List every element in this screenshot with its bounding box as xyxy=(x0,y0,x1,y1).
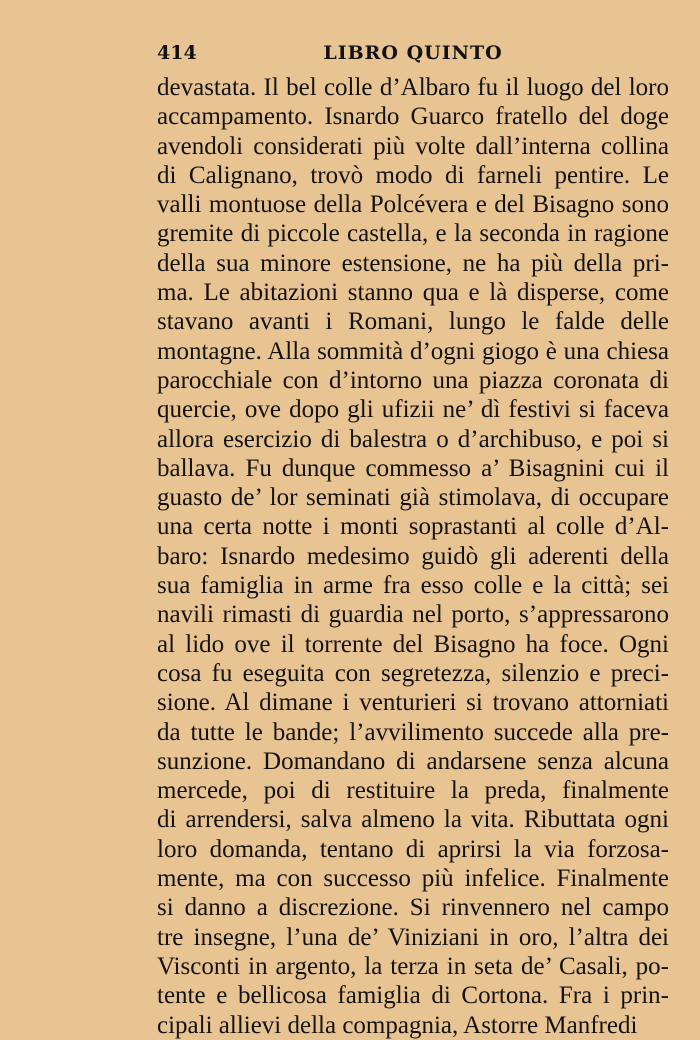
text-line: montagne. Alla sommità d’ogni giogo è una chiesa xyxy=(157,337,669,365)
text-line: di Calignano, trovò modo di farneli pentire. Le xyxy=(157,161,669,189)
text-line: al lido ove il torrente del Bisagno ha foce. Ogni xyxy=(157,630,669,658)
text-line: cosa fu eseguita con segretezza, silenzio e preci- xyxy=(157,659,669,687)
running-title: LIBRO QUINTO xyxy=(323,42,503,64)
text-line: baro: Isnardo medesimo guidò gli aderenti della xyxy=(157,542,669,570)
text-line: ma. Le abitazioni stanno qua e là disperse, come xyxy=(157,279,669,307)
text-line: quercie, ove dopo gli ufizii ne’ dì festivi si faceva xyxy=(157,396,669,424)
page-number: 414 xyxy=(157,42,197,64)
text-line: guasto de’ lor seminati già stimolava, di occupare xyxy=(157,484,669,512)
text-line: parocchiale con d’intorno una piazza coronata di xyxy=(157,366,669,394)
text-line: mente, ma con successo più infelice. Finalmente xyxy=(157,865,669,893)
text-line: sua famiglia in arme fra esso colle e la città; sei xyxy=(157,572,669,600)
text-line: cipali allievi della compagnia, Astorre Manfredi xyxy=(157,1011,638,1039)
text-line: stavano avanti i Romani, lungo le falde delle xyxy=(157,308,669,336)
text-line: si danno a discrezione. Si rinvennero nel campo xyxy=(157,894,669,922)
text-line: allora esercizio di balestra o d’archibuso, e poi si xyxy=(157,425,669,453)
text-line: ballava. Fu dunque commesso a’ Bisagnini cui il xyxy=(157,454,669,482)
text-line: avendoli considerati più volte dall’interna collina xyxy=(157,132,669,160)
text-line: sione. Al dimane i venturieri si trovano attorniati xyxy=(157,689,669,717)
text-line: della sua minore estensione, ne ha più della pri- xyxy=(157,249,669,277)
text-line: tente e bellicosa famiglia di Cortona. Fra i prin- xyxy=(157,982,669,1010)
text-line: navili rimasti di guardia nel porto, s’appressarono xyxy=(157,601,669,629)
text-line: devastata. Il bel colle d’Albaro fu il luogo del loro xyxy=(157,74,669,101)
text-line: mercede, poi di restituire la preda, finalmente xyxy=(157,777,669,805)
text-line: accampamento. Isnardo Guarco fratello del doge xyxy=(157,103,669,131)
text-line: gremite di piccole castella, e la seconda in ragione xyxy=(157,220,669,248)
text-line: di arrendersi, salva almeno la vita. Ributtata ogni xyxy=(157,806,669,834)
text-line: Visconti in argento, la terza in seta de’ Casali, po- xyxy=(157,952,669,980)
text-line: tre insegne, l’una de’ Viniziani in oro, l’altra dei xyxy=(157,923,669,951)
page-header xyxy=(157,42,669,72)
text-line: una certa notte i monti soprastanti al colle d’Al- xyxy=(157,513,669,541)
body-text xyxy=(157,73,669,1040)
text-line: sunzione. Domandano di andarsene senza alcuna xyxy=(157,747,669,775)
text-line: da tutte le bande; l’avvilimento succede alla pre- xyxy=(157,718,669,746)
text-line: valli montuose della Polcévera e del Bisagno sono xyxy=(157,191,669,219)
text-line: loro domanda, tentano di aprirsi la via forzosa- xyxy=(157,835,669,863)
